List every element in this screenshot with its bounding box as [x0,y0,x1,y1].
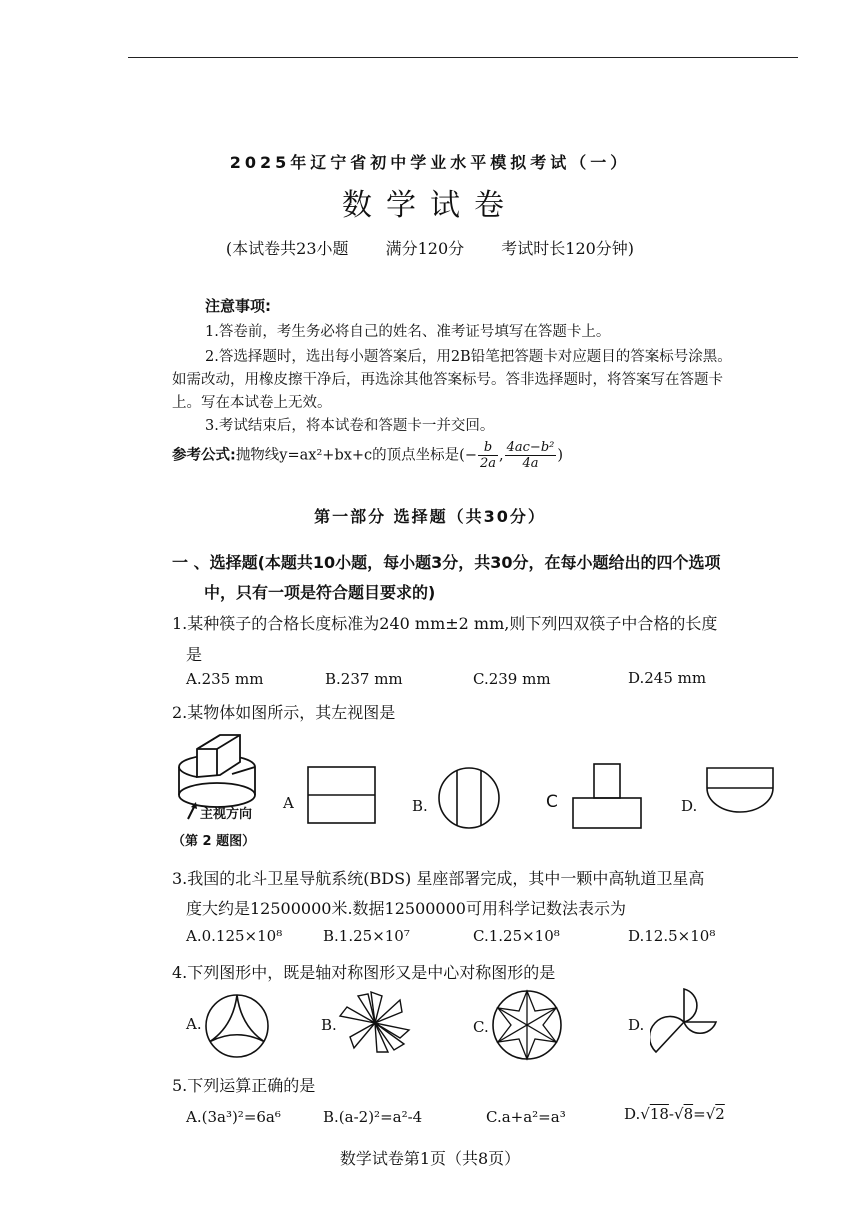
q2-option-c-label: C [546,792,558,812]
vertex-y-fraction: $\frac{\text{4ac−b²}}{4a}$ [506,440,555,471]
q1-option-a: A.235 mm [186,670,264,688]
vertex-x-fraction: $\frac{b}{2a}$ [479,440,497,471]
q1-stem: 1.某种筷子的合格长度标准为240 mm±2 mm,则下列四双筷子中合格的长度 [172,614,718,633]
section-one-line-1: 一 、选择题(本题共10小题，每小题3分，共30分，在每小题给出的四个选项 [172,553,721,572]
part-one-title: 第一部分 选择题（共30分） [314,507,546,526]
info-time: 考试时长120分钟) [501,239,635,258]
notice-line-2: 2.答选择题时，选出每小题答案后，用2B铅笔把答题卡对应题目的答案标号涂黑。 [205,349,732,365]
notice-line-3: 如需改动，用橡皮擦干净后，再选涂其他答案标号。答非选择题时，将答案写在答题卡 [172,372,723,388]
q3-option-a: A.0.125×10⁸ [186,927,283,945]
q2-figure-caption: （第 2 题图） [172,834,256,849]
q3-stem-cont: 度大约是12500000米.数据12500000可用科学记数法表示为 [186,899,626,918]
q2-option-d-figure [704,765,776,815]
q4-option-b-figure [338,990,412,1056]
q3-stem: 3.我国的北斗卫星导航系统(BDS) 星座部署完成，其中一颗中高轨道卫星高 [172,869,705,888]
q1-stem-cont: 是 [186,645,203,664]
top-rule [128,57,798,58]
q4-option-d-label: D. [628,1016,645,1034]
sqrt-8: √8 [674,1105,694,1123]
q5-option-a: A.(3a³)²=6a⁶ [186,1108,281,1126]
formula-text: 抛物线y=ax²+bx+c的顶点坐标是 [235,447,460,464]
notice-line-4: 上。写在本试卷上无效。 [172,395,332,411]
q1-option-d: D.245 mm [628,669,707,687]
q4-option-d-figure [650,986,722,1058]
q4-option-a-label: A. [186,1015,202,1033]
q3-option-b: B.1.25×10⁷ [323,927,410,945]
q2-option-b-label: B. [412,797,428,815]
exam-info [0,236,860,259]
q2-option-a-label: A [283,794,294,812]
q5-option-d: D.√18-√8=√2 [624,1105,725,1123]
subject-title: 数学试卷 [342,188,518,223]
section-one-line-2: 中，只有一项是符合题目要求的) [204,583,436,602]
q3-option-c: C.1.25×10⁸ [473,927,560,945]
info-score: 满分120分 [385,239,465,258]
q3-option-d: D.12.5×10⁸ [628,927,716,945]
q2-option-d-label: D. [681,797,698,815]
sqrt-18: √18 [640,1105,669,1123]
q4-option-a-figure [203,992,271,1060]
q1-option-c: C.239 mm [473,670,551,688]
view-direction-label: 主视方向 [200,807,253,822]
exam-title: 2025年辽宁省初中学业水平模拟考试（一） [229,153,631,172]
notice-heading: 注意事项: [205,297,271,315]
q5-option-b: B.(a-2)²=a²-4 [323,1108,423,1126]
q2-option-c-figure [571,762,643,830]
q4-option-c-figure [490,988,564,1062]
view-direction-arrow-icon [185,801,199,821]
q5-stem: 5.下列运算正确的是 [172,1076,316,1095]
notice-line-1: 1.答卷前，考生务必将自己的姓名、准考证号填写在答题卡上。 [205,324,611,340]
q4-option-b-label: B. [321,1016,337,1034]
q4-stem: 4.下列图形中，既是轴对称图形又是中心对称图形的是 [172,963,556,982]
reference-formula: 参考公式:抛物线y=ax²+bx+c的顶点坐标是(− $\frac{b}{2a}$ , $\frac{\text{4ac−b²}}{4a}$ ) [172,440,564,471]
q4-option-c-label: C. [473,1018,489,1036]
q5-option-c: C.a+a²=a³ [486,1108,566,1126]
q1-option-b: B.237 mm [325,670,403,688]
info-questions: (本试卷共23小题 [225,239,349,258]
q2-stem: 2.某物体如图所示，其左视图是 [172,703,396,722]
sqrt-2: √2 [705,1105,725,1123]
q5-option-d-label: D. [624,1105,641,1123]
formula-label: 参考公式: [172,447,236,464]
page-footer: 数学试卷第1页（共8页） [339,1149,521,1168]
q2-option-b-figure [436,765,502,831]
q2-option-a-figure [306,765,378,827]
notice-line-5: 3.考试结束后，将本试卷和答题卡一并交回。 [205,418,495,434]
